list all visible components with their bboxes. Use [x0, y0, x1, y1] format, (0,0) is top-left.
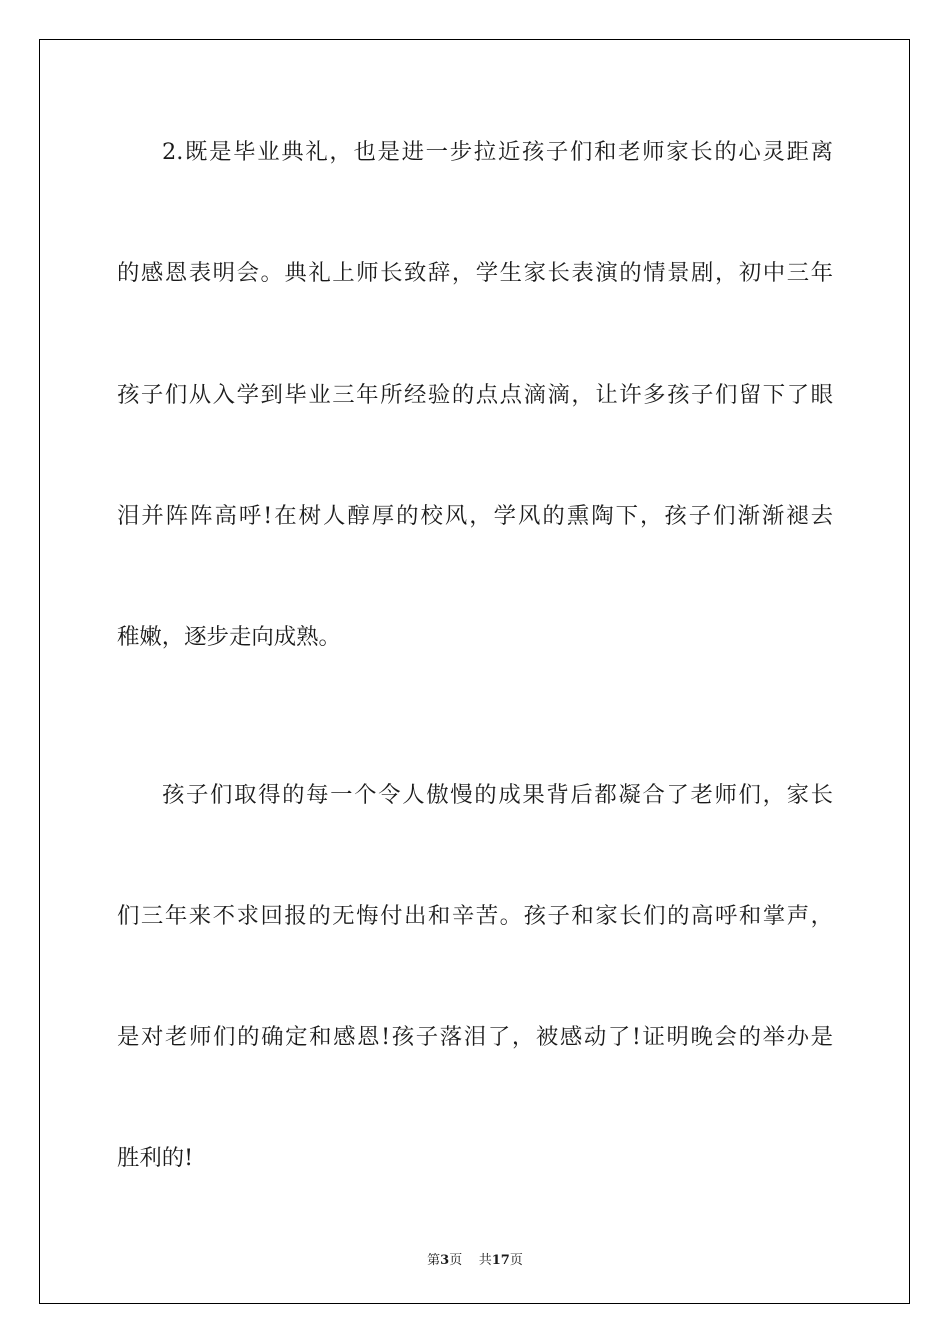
paragraph-1-line-4: 泪并阵阵高呼!在树人醇厚的校风，学风的熏陶下，孩子们渐渐褪去	[117, 503, 833, 529]
page-border	[39, 39, 910, 1304]
footer-total-prefix: 共	[478, 1253, 492, 1268]
footer-total-pages: 17	[491, 1253, 510, 1268]
footer-page-number: 3	[440, 1253, 450, 1268]
paragraph-2-line-4: 胜利的!	[117, 1145, 194, 1171]
footer-total-suffix: 页	[509, 1253, 523, 1268]
paragraph-2-line-1: 孩子们取得的每一个令人傲慢的成果背后都凝合了老师们，家长	[162, 782, 833, 808]
paragraph-1-line-1: 2.既是毕业典礼，也是进一步拉近孩子们和老师家长的心灵距离	[162, 139, 833, 165]
paragraph-2-line-3: 是对老师们的确定和感恩!孩子落泪了，被感动了!证明晚会的举办是	[117, 1024, 833, 1050]
paragraph-1-line-2: 的感恩表明会。典礼上师长致辞，学生家长表演的情景剧，初中三年	[117, 260, 833, 286]
paragraph-1-line-5: 稚嫩，逐步走向成熟。	[117, 624, 341, 650]
footer-page-suffix: 页	[449, 1253, 463, 1268]
paragraph-2-line-2: 们三年来不求回报的无悔付出和辛苦。孩子和家长们的高呼和掌声，	[117, 903, 833, 929]
paragraph-1-line-3: 孩子们从入学到毕业三年所经验的点点滴滴，让许多孩子们留下了眼	[117, 382, 833, 408]
footer-page-prefix: 第	[427, 1253, 441, 1268]
page-footer	[0, 1249, 950, 1268]
